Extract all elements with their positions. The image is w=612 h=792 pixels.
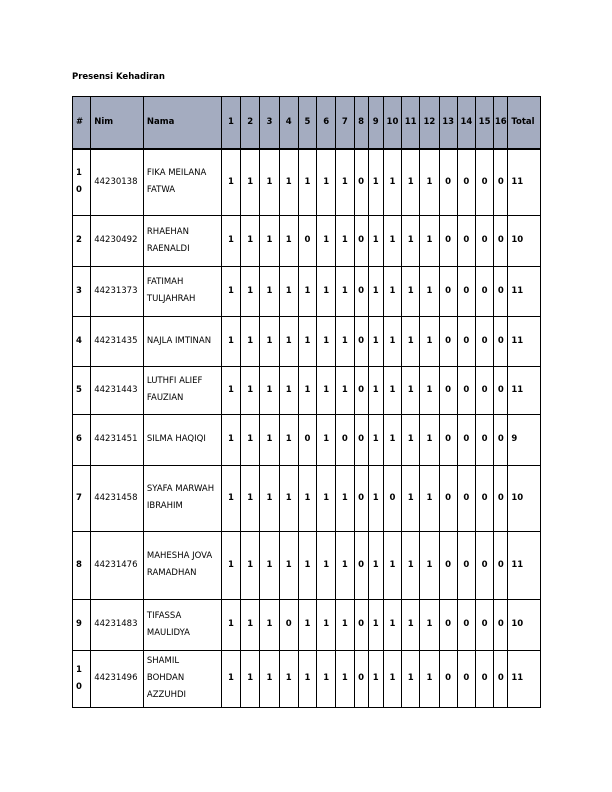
attendance-cell: 0 xyxy=(439,465,457,531)
table-row xyxy=(73,650,541,707)
attendance-cell: 0 xyxy=(475,316,493,366)
attendance-cell: 1 xyxy=(402,366,420,414)
attendance-cell: 1 xyxy=(241,531,260,599)
attendance-cell: 1 xyxy=(260,366,279,414)
attendance-cell: 0 xyxy=(298,414,316,465)
table-row xyxy=(73,316,541,366)
attendance-cell: 1 xyxy=(241,366,260,414)
column-header: 6 xyxy=(317,97,336,150)
attendance-cell: 1 xyxy=(317,316,336,366)
column-header: 11 xyxy=(402,97,420,150)
total-cell: 9 xyxy=(508,414,541,465)
attendance-cell: 1 xyxy=(383,316,401,366)
attendance-cell: 1 xyxy=(383,149,401,215)
attendance-cell: 0 xyxy=(494,465,508,531)
total-cell: 10 xyxy=(508,215,541,266)
table-row xyxy=(73,149,541,215)
nim-cell: 44230492 xyxy=(91,215,144,266)
attendance-cell: 0 xyxy=(383,465,401,531)
attendance-cell: 1 xyxy=(368,366,383,414)
attendance-cell: 1 xyxy=(260,465,279,531)
column-header: # xyxy=(73,97,91,150)
total-cell: 11 xyxy=(508,650,541,707)
nim-cell: 44231476 xyxy=(91,531,144,599)
attendance-cell: 1 xyxy=(279,215,298,266)
total-cell: 11 xyxy=(508,266,541,316)
attendance-cell: 0 xyxy=(457,215,475,266)
attendance-cell: 1 xyxy=(260,531,279,599)
attendance-cell: 0 xyxy=(475,414,493,465)
attendance-cell: 1 xyxy=(298,465,316,531)
attendance-cell: 1 xyxy=(402,215,420,266)
attendance-cell: 1 xyxy=(420,316,439,366)
table-row xyxy=(73,414,541,465)
row-number-cell: 5 xyxy=(73,366,91,414)
attendance-cell: 1 xyxy=(241,215,260,266)
table-row xyxy=(73,266,541,316)
attendance-cell: 1 xyxy=(298,366,316,414)
attendance-cell: 0 xyxy=(354,266,368,316)
attendance-cell: 1 xyxy=(336,599,354,650)
column-header: 13 xyxy=(439,97,457,150)
total-cell: 10 xyxy=(508,599,541,650)
total-cell: 11 xyxy=(508,149,541,215)
attendance-cell: 1 xyxy=(317,414,336,465)
attendance-cell: 0 xyxy=(457,316,475,366)
attendance-cell: 1 xyxy=(221,465,240,531)
name-cell: LUTHFI ALIEF FAUZIAN xyxy=(143,366,221,414)
table-header xyxy=(73,97,541,150)
attendance-cell: 1 xyxy=(298,149,316,215)
attendance-cell: 0 xyxy=(457,531,475,599)
row-number-cell: 3 xyxy=(73,266,91,316)
nim-cell: 44231435 xyxy=(91,316,144,366)
attendance-cell: 1 xyxy=(241,465,260,531)
attendance-cell: 1 xyxy=(241,316,260,366)
attendance-cell: 0 xyxy=(494,650,508,707)
attendance-cell: 1 xyxy=(260,414,279,465)
column-header: 2 xyxy=(241,97,260,150)
attendance-cell: 0 xyxy=(354,149,368,215)
attendance-cell: 1 xyxy=(368,531,383,599)
attendance-cell: 0 xyxy=(354,465,368,531)
attendance-cell: 1 xyxy=(368,650,383,707)
row-number-cell: 6 xyxy=(73,414,91,465)
attendance-cell: 0 xyxy=(494,531,508,599)
column-header: 1 xyxy=(221,97,240,150)
attendance-cell: 1 xyxy=(298,650,316,707)
attendance-cell: 1 xyxy=(383,599,401,650)
attendance-cell: 1 xyxy=(383,266,401,316)
attendance-cell: 1 xyxy=(420,149,439,215)
name-cell: RHAEHAN RAENALDI xyxy=(143,215,221,266)
attendance-cell: 0 xyxy=(457,650,475,707)
column-header: 8 xyxy=(354,97,368,150)
nim-cell: 44231458 xyxy=(91,465,144,531)
table-row xyxy=(73,215,541,266)
attendance-cell: 1 xyxy=(260,599,279,650)
nim-cell: 44230138 xyxy=(91,149,144,215)
attendance-cell: 0 xyxy=(475,149,493,215)
attendance-cell: 0 xyxy=(457,599,475,650)
attendance-cell: 1 xyxy=(241,149,260,215)
attendance-cell: 0 xyxy=(475,465,493,531)
attendance-cell: 1 xyxy=(279,149,298,215)
attendance-cell: 1 xyxy=(279,465,298,531)
nim-cell: 44231496 xyxy=(91,650,144,707)
attendance-cell: 0 xyxy=(354,650,368,707)
header-row xyxy=(73,97,541,150)
attendance-cell: 1 xyxy=(336,149,354,215)
attendance-cell: 1 xyxy=(298,599,316,650)
column-header: Total xyxy=(508,97,541,150)
name-cell: MAHESHA JOVA RAMADHAN xyxy=(143,531,221,599)
attendance-cell: 0 xyxy=(439,149,457,215)
attendance-cell: 1 xyxy=(221,414,240,465)
attendance-cell: 0 xyxy=(457,465,475,531)
attendance-cell: 1 xyxy=(402,149,420,215)
attendance-cell: 0 xyxy=(439,650,457,707)
table-row xyxy=(73,366,541,414)
attendance-cell: 1 xyxy=(336,366,354,414)
attendance-cell: 0 xyxy=(354,414,368,465)
attendance-cell: 1 xyxy=(279,650,298,707)
column-header: 14 xyxy=(457,97,475,150)
attendance-cell: 1 xyxy=(368,149,383,215)
attendance-cell: 1 xyxy=(402,650,420,707)
attendance-cell: 0 xyxy=(439,266,457,316)
attendance-cell: 0 xyxy=(336,414,354,465)
nim-cell: 44231483 xyxy=(91,599,144,650)
attendance-cell: 1 xyxy=(317,599,336,650)
attendance-cell: 1 xyxy=(420,215,439,266)
attendance-cell: 1 xyxy=(402,414,420,465)
attendance-cell: 1 xyxy=(221,266,240,316)
attendance-cell: 1 xyxy=(383,414,401,465)
attendance-cell: 1 xyxy=(279,531,298,599)
column-header: Nama xyxy=(143,97,221,150)
nim-cell: 44231373 xyxy=(91,266,144,316)
attendance-cell: 0 xyxy=(494,215,508,266)
attendance-cell: 0 xyxy=(439,531,457,599)
table-row xyxy=(73,465,541,531)
attendance-cell: 0 xyxy=(354,531,368,599)
attendance-cell: 1 xyxy=(420,414,439,465)
row-number-cell: 2 xyxy=(73,215,91,266)
attendance-cell: 0 xyxy=(439,414,457,465)
attendance-cell: 1 xyxy=(336,215,354,266)
attendance-cell: 1 xyxy=(260,266,279,316)
attendance-cell: 1 xyxy=(420,266,439,316)
attendance-cell: 1 xyxy=(317,465,336,531)
attendance-cell: 1 xyxy=(420,599,439,650)
attendance-cell: 1 xyxy=(420,531,439,599)
column-header: 16 xyxy=(494,97,508,150)
attendance-cell: 1 xyxy=(420,650,439,707)
attendance-cell: 1 xyxy=(383,366,401,414)
name-cell: SILMA HAQIQI xyxy=(143,414,221,465)
attendance-cell: 1 xyxy=(317,149,336,215)
attendance-cell: 1 xyxy=(336,316,354,366)
total-cell: 11 xyxy=(508,316,541,366)
attendance-cell: 0 xyxy=(475,531,493,599)
attendance-cell: 1 xyxy=(368,215,383,266)
column-header: Nim xyxy=(91,97,144,150)
row-number-cell: 7 xyxy=(73,465,91,531)
attendance-cell: 1 xyxy=(402,465,420,531)
attendance-cell: 1 xyxy=(241,599,260,650)
attendance-cell: 1 xyxy=(279,266,298,316)
nim-cell: 44231451 xyxy=(91,414,144,465)
attendance-cell: 1 xyxy=(221,599,240,650)
attendance-cell: 1 xyxy=(279,366,298,414)
attendance-cell: 0 xyxy=(354,316,368,366)
attendance-cell: 1 xyxy=(279,316,298,366)
attendance-cell: 1 xyxy=(336,465,354,531)
attendance-cell: 1 xyxy=(383,650,401,707)
name-cell: TIFASSA MAULIDYA xyxy=(143,599,221,650)
table-body xyxy=(73,149,541,707)
page-title: Presensi Kehadiran xyxy=(72,72,165,82)
attendance-cell: 0 xyxy=(457,266,475,316)
attendance-cell: 1 xyxy=(260,215,279,266)
attendance-cell: 0 xyxy=(354,215,368,266)
attendance-cell: 0 xyxy=(494,266,508,316)
attendance-table xyxy=(72,96,541,708)
attendance-cell: 1 xyxy=(221,149,240,215)
attendance-cell: 1 xyxy=(368,599,383,650)
attendance-cell: 1 xyxy=(402,531,420,599)
attendance-cell: 1 xyxy=(298,316,316,366)
attendance-cell: 1 xyxy=(402,599,420,650)
attendance-cell: 1 xyxy=(402,266,420,316)
attendance-cell: 1 xyxy=(383,531,401,599)
attendance-cell: 1 xyxy=(368,316,383,366)
attendance-cell: 1 xyxy=(241,650,260,707)
table-row xyxy=(73,599,541,650)
attendance-cell: 0 xyxy=(354,599,368,650)
attendance-cell: 1 xyxy=(221,215,240,266)
column-header: 10 xyxy=(383,97,401,150)
nim-cell: 44231443 xyxy=(91,366,144,414)
column-header: 12 xyxy=(420,97,439,150)
attendance-cell: 1 xyxy=(298,531,316,599)
attendance-cell: 1 xyxy=(260,316,279,366)
attendance-cell: 0 xyxy=(457,149,475,215)
row-number-cell: 4 xyxy=(73,316,91,366)
row-number-cell: 10 xyxy=(73,650,91,707)
row-number-cell: 10 xyxy=(73,149,91,215)
column-header: 9 xyxy=(368,97,383,150)
attendance-cell: 1 xyxy=(221,366,240,414)
attendance-cell: 0 xyxy=(439,316,457,366)
attendance-cell: 1 xyxy=(260,149,279,215)
attendance-cell: 1 xyxy=(420,465,439,531)
attendance-cell: 1 xyxy=(402,316,420,366)
name-cell: SHAMIL BOHDAN AZZUHDI xyxy=(143,650,221,707)
row-number-cell: 8 xyxy=(73,531,91,599)
attendance-cell: 0 xyxy=(475,366,493,414)
table-row xyxy=(73,531,541,599)
attendance-cell: 1 xyxy=(368,414,383,465)
attendance-cell: 1 xyxy=(336,650,354,707)
attendance-cell: 1 xyxy=(260,650,279,707)
column-header: 5 xyxy=(298,97,316,150)
total-cell: 11 xyxy=(508,531,541,599)
attendance-cell: 1 xyxy=(298,266,316,316)
column-header: 7 xyxy=(336,97,354,150)
row-number-cell: 9 xyxy=(73,599,91,650)
attendance-cell: 1 xyxy=(221,650,240,707)
attendance-cell: 0 xyxy=(439,366,457,414)
attendance-cell: 0 xyxy=(475,650,493,707)
attendance-cell: 1 xyxy=(221,316,240,366)
name-cell: FATIMAH TULJAHRAH xyxy=(143,266,221,316)
attendance-cell: 0 xyxy=(494,366,508,414)
name-cell: SYAFA MARWAH IBRAHIM xyxy=(143,465,221,531)
attendance-cell: 0 xyxy=(494,414,508,465)
total-cell: 11 xyxy=(508,366,541,414)
attendance-cell: 0 xyxy=(279,599,298,650)
attendance-cell: 0 xyxy=(494,316,508,366)
attendance-cell: 0 xyxy=(475,215,493,266)
name-cell: NAJLA IMTINAN xyxy=(143,316,221,366)
attendance-cell: 0 xyxy=(475,599,493,650)
attendance-cell: 1 xyxy=(317,266,336,316)
attendance-cell: 1 xyxy=(317,531,336,599)
attendance-cell: 0 xyxy=(298,215,316,266)
name-cell: FIKA MEILANA FATWA xyxy=(143,149,221,215)
column-header: 4 xyxy=(279,97,298,150)
attendance-cell: 0 xyxy=(439,599,457,650)
attendance-cell: 1 xyxy=(336,531,354,599)
column-header: 15 xyxy=(475,97,493,150)
attendance-cell: 0 xyxy=(494,599,508,650)
column-header: 3 xyxy=(260,97,279,150)
attendance-cell: 1 xyxy=(317,650,336,707)
attendance-cell: 1 xyxy=(221,531,240,599)
attendance-cell: 1 xyxy=(368,465,383,531)
attendance-cell: 0 xyxy=(439,215,457,266)
attendance-cell: 1 xyxy=(420,366,439,414)
attendance-cell: 1 xyxy=(368,266,383,316)
attendance-cell: 1 xyxy=(383,215,401,266)
attendance-cell: 1 xyxy=(317,215,336,266)
attendance-cell: 1 xyxy=(279,414,298,465)
attendance-cell: 0 xyxy=(457,414,475,465)
attendance-cell: 1 xyxy=(241,266,260,316)
attendance-cell: 0 xyxy=(457,366,475,414)
total-cell: 10 xyxy=(508,465,541,531)
attendance-cell: 1 xyxy=(336,266,354,316)
attendance-cell: 0 xyxy=(475,266,493,316)
attendance-cell: 1 xyxy=(241,414,260,465)
attendance-cell: 0 xyxy=(494,149,508,215)
attendance-cell: 1 xyxy=(317,366,336,414)
attendance-cell: 0 xyxy=(354,366,368,414)
